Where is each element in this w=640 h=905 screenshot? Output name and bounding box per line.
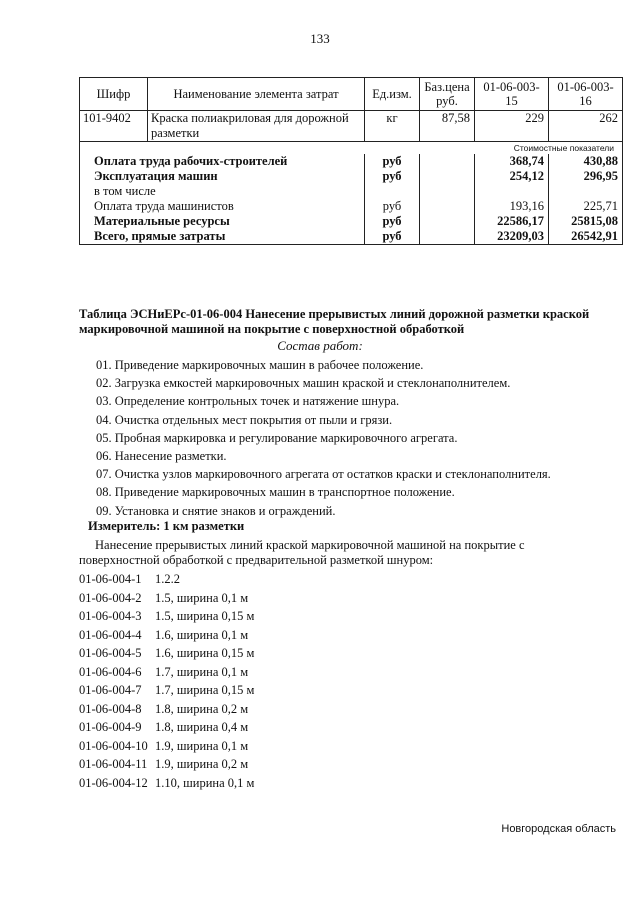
description-line-1: Нанесение прерывистых линий краской маркировочной машиной на покрытие с [95, 538, 525, 552]
row-value-16: 225,71 [549, 199, 623, 214]
item-code: 01-06-004-2 [79, 590, 142, 605]
row-value-15: 22586,17 [475, 214, 549, 229]
item-code: 01-06-004-4 [79, 627, 142, 642]
list-item [79, 774, 254, 793]
material-name: Краска полиакриловая для дорожной разметки [148, 111, 365, 142]
table-subheader-row [80, 142, 623, 155]
page-number: 133 [310, 31, 330, 46]
list-item: 05. Пробная маркировка и регулирование маркировочного агрегата. [96, 430, 458, 445]
row-empty [420, 154, 475, 169]
header-col-15: 01-06-003-15 [475, 78, 549, 111]
row-value-15: 23209,03 [475, 229, 549, 245]
item-text: 1.6, ширина 0,15 м [155, 646, 255, 660]
item-text: 1.10, ширина 0,1 м [155, 775, 255, 790]
list-item [79, 681, 254, 700]
list-item: 08. Приведение маркировочных машин в транспортное положение. [96, 485, 455, 500]
row-unit: руб [365, 154, 420, 169]
row-label: в том числе [80, 184, 365, 199]
row-value-15: 254,12 [475, 169, 549, 184]
item-code: 01-06-004-12 [79, 775, 148, 790]
row-unit: руб [365, 169, 420, 184]
list-item [79, 607, 254, 626]
footer-region: Новгородская область [501, 823, 616, 835]
row-empty [420, 169, 475, 184]
row-empty [420, 199, 475, 214]
row-unit: руб [365, 214, 420, 229]
codes-list [79, 570, 254, 792]
item-text: 1.2.2 [155, 572, 180, 586]
item-code: 01-06-004-10 [79, 738, 148, 753]
item-code: 01-06-004-1 [79, 572, 142, 586]
row-label: Эксплуатация машин [80, 169, 365, 184]
item-code: 01-06-004-8 [79, 701, 142, 716]
list-item [79, 718, 254, 737]
table-header-row [80, 78, 623, 111]
row-value-16: 296,95 [549, 169, 623, 184]
row-label: Материальные ресурсы [80, 214, 365, 229]
list-item [79, 755, 254, 774]
row-value-16: 430,88 [549, 154, 623, 169]
header-unit: Ед.изм. [365, 78, 420, 111]
header-col-16: 01-06-003-16 [549, 78, 623, 111]
list-item: 09. Установка и снятие знаков и ограждений. [96, 503, 336, 518]
row-value-15 [475, 184, 549, 199]
row-label: Оплата труда рабочих-строителей [80, 154, 365, 169]
row-value-16: 25815,08 [549, 214, 623, 229]
table-title: Таблица ЭСНиЕРс-01-06-004 Нанесение прерывистых линий дорожной разметки краской маркировочной машиной на покрытие с поверхностной обработкой [79, 307, 590, 336]
item-code: 01-06-004-5 [79, 646, 142, 660]
item-text: 1.5, ширина 0,15 м [155, 609, 255, 623]
row-value-15: 193,16 [475, 199, 549, 214]
list-item: 03. Определение контрольных точек и натяжение шнура. [96, 394, 400, 409]
cost-indicators-label: Стоимостные показатели [80, 142, 623, 155]
item-code: 01-06-004-11 [79, 757, 148, 771]
list-item: 07. Очистка узлов маркировочного агрегата от остатков краски и стеклонаполнителя. [96, 467, 551, 482]
header-code: Шифр [80, 78, 148, 111]
header-base-price: Баз.цена руб. [420, 78, 475, 111]
material-value-15: 229 [475, 111, 549, 142]
item-code: 01-06-004-9 [79, 720, 142, 734]
row-value-15: 368,74 [475, 154, 549, 169]
list-item [79, 626, 254, 645]
list-item [79, 700, 254, 719]
table-row [80, 229, 623, 245]
cost-table [79, 77, 623, 245]
item-code: 01-06-004-6 [79, 664, 142, 679]
item-text: 1.8, ширина 0,2 м [155, 701, 249, 716]
item-text: 1.8, ширина 0,4 м [155, 720, 249, 734]
row-unit: руб [365, 229, 420, 245]
material-code: 101-9402 [80, 111, 148, 142]
list-item: 02. Загрузка емкостей маркировочных машин краской и стеклонаполнителем. [96, 376, 511, 391]
row-label: Оплата труда машинистов [80, 199, 365, 214]
row-empty [420, 184, 475, 199]
row-label: Всего, прямые затраты [80, 229, 365, 245]
table-row [80, 169, 623, 184]
item-text: 1.7, ширина 0,1 м [155, 664, 249, 679]
list-item: 04. Очистка отдельных мест покрытия от пыли и грязи. [96, 412, 393, 427]
item-text: 1.6, ширина 0,1 м [155, 627, 249, 642]
item-text: 1.5, ширина 0,1 м [155, 590, 249, 605]
table-row [80, 199, 623, 214]
work-composition-heading: Состав работ: [277, 338, 363, 353]
description-line-2: поверхностной обработкой с предварительной разметкой шнуром: [79, 553, 434, 567]
work-items-list [96, 356, 551, 520]
list-item [79, 644, 254, 663]
item-text: 1.9, ширина 0,1 м [155, 738, 249, 753]
table-row [80, 154, 623, 169]
material-base-price: 87,58 [420, 111, 475, 142]
item-text: 1.7, ширина 0,15 м [155, 683, 255, 697]
list-item: 06. Нанесение разметки. [96, 448, 227, 463]
item-code: 01-06-004-7 [79, 683, 142, 697]
list-item [79, 589, 254, 608]
row-empty [420, 229, 475, 245]
material-value-16: 262 [549, 111, 623, 142]
item-text: 1.9, ширина 0,2 м [155, 757, 249, 771]
list-item [79, 737, 254, 756]
list-item [79, 663, 254, 682]
row-unit [365, 184, 420, 199]
table-row-material [80, 111, 623, 142]
list-item: 01. Приведение маркировочных машин в рабочее положение. [96, 358, 424, 372]
table-row [80, 214, 623, 229]
row-value-16: 26542,91 [549, 229, 623, 245]
list-item [79, 570, 254, 589]
measure-unit: Измеритель: 1 км разметки [88, 519, 245, 533]
table-row [80, 184, 623, 199]
header-name: Наименование элемента затрат [148, 78, 365, 111]
material-unit: кг [365, 111, 420, 142]
row-unit: руб [365, 199, 420, 214]
row-value-16 [549, 184, 623, 199]
description [79, 538, 535, 568]
item-code: 01-06-004-3 [79, 609, 142, 623]
row-empty [420, 214, 475, 229]
